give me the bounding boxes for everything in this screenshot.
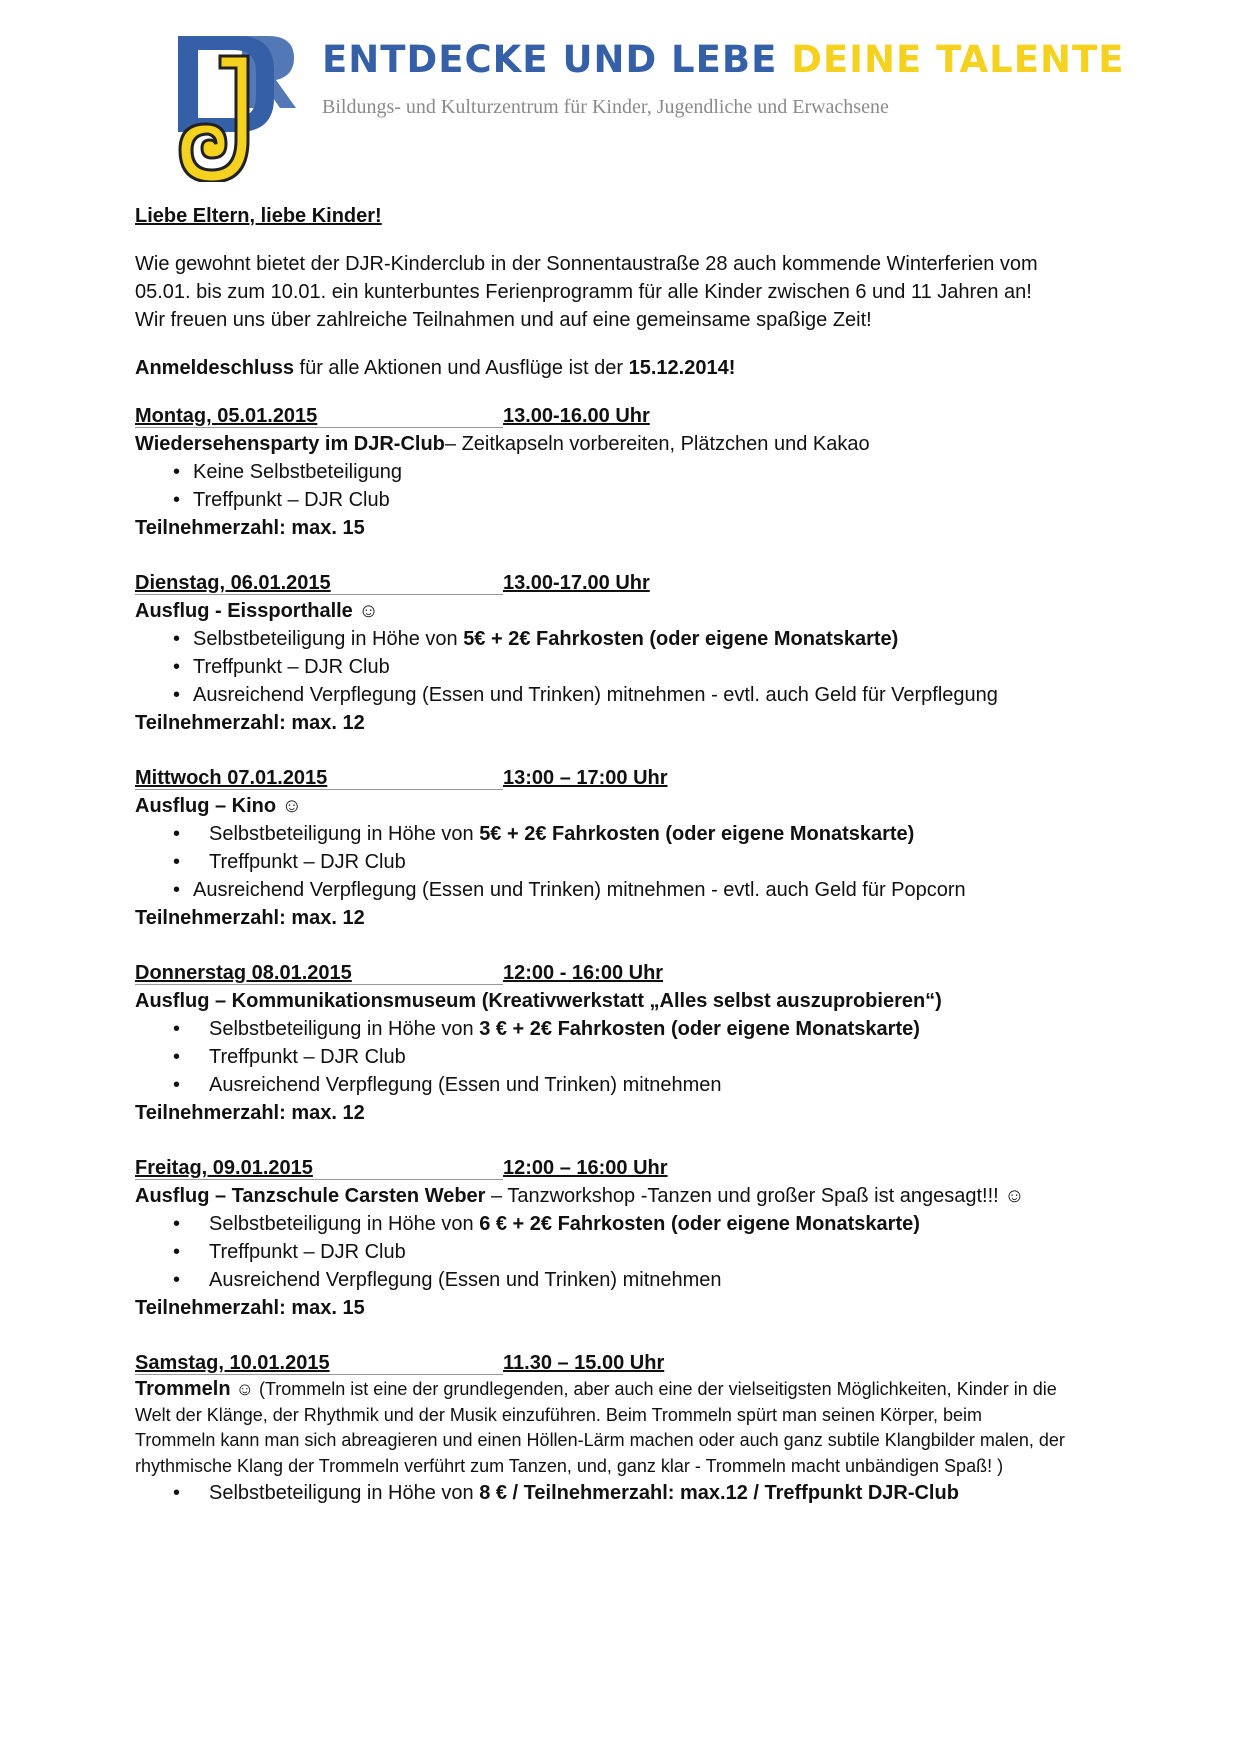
list-item: • Selbstbeteiligung in Höhe von 8 € / Teilnehmerzahl: max.12 / Treffpunkt DJR-Club (135, 1479, 1065, 1507)
day-time: 13:00 – 17:00 Uhr (503, 767, 668, 789)
list-item: • Treffpunkt – DJR Club (135, 653, 1065, 681)
day-date: Montag, 05.01.2015 (135, 405, 318, 427)
day-heading (135, 959, 1065, 987)
activity-title: Ausflug – Kino ☺ (135, 795, 303, 817)
participant-limit: Teilnehmerzahl: max. 15 (135, 517, 365, 539)
registration-deadline (135, 354, 1065, 382)
detail-list (135, 1210, 1065, 1294)
letter-body (135, 202, 1065, 1534)
list-item: • Selbstbeteiligung in Höhe von 3 € + 2€ Fahrkosten (oder eigene Monatskarte) (135, 1015, 1065, 1043)
detail-list (135, 1479, 1065, 1507)
detail-list (135, 820, 1065, 876)
detail-list (135, 876, 1065, 904)
letterhead (176, 36, 1125, 186)
list-item: • Keine Selbstbeteiligung (135, 458, 1065, 486)
list-item: • Ausreichend Verpflegung (Essen und Trinken) mitnehmen - evtl. auch Geld für Popcorn (135, 876, 1065, 904)
day-date: Samstag, 10.01.2015 (135, 1352, 330, 1374)
day-heading (135, 402, 1065, 430)
activity-title: Ausflug - Eissporthalle ☺ (135, 600, 379, 622)
day-date: Dienstag, 06.01.2015 (135, 572, 331, 594)
slogan-yellow: DEINE TALENTE (791, 38, 1125, 81)
day-date: Donnerstag 08.01.2015 (135, 962, 352, 984)
activity-title: Ausflug – Tanzschule Carsten Weber – Tanzworkshop -Tanzen und großer Spaß ist angesagt!!! ☺ (135, 1185, 1025, 1207)
day-tuesday (135, 569, 1065, 737)
day-heading (135, 569, 1065, 597)
list-item: • Treffpunkt – DJR Club (135, 1043, 1065, 1071)
slogan-blue: ENTDECKE UND LEBE (322, 38, 778, 81)
list-item: • Selbstbeteiligung in Höhe von 6 € + 2€ Fahrkosten (oder eigene Monatskarte) (135, 1210, 1065, 1238)
day-thursday (135, 959, 1065, 1127)
list-item: • Ausreichend Verpflegung (Essen und Trinken) mitnehmen (135, 1266, 1065, 1294)
day-time: 12:00 - 16:00 Uhr (503, 962, 664, 984)
letterhead-subtitle: Bildungs- und Kulturzentrum für Kinder, Jugendliche und Erwachsene (322, 96, 889, 118)
activity-title: Ausflug – Kommunikationsmuseum (Kreativwerkstatt „Alles selbst auszuprobieren“) (135, 990, 942, 1012)
greeting: Liebe Eltern, liebe Kinder! (135, 205, 382, 227)
deadline-text: für alle Aktionen und Ausflüge ist der (293, 357, 629, 379)
day-heading (135, 764, 1065, 792)
participant-limit: Teilnehmerzahl: max. 15 (135, 1297, 365, 1319)
day-time: 13.00-16.00 Uhr (503, 405, 650, 427)
activity-description: Trommeln ☺ (Trommeln ist eine der grundlegenden, aber auch eine der vielseitigsten Möglichkeiten, Kinder in die Welt der Klänge, der Rhythmik und der Musik einzuführen. Beim Trommeln spürt man seinen Körper, beim Trommeln kann man sich abreagieren und einen Höllen-Lärm machen oder auch ganz subtile Klangbilder malen, der rhythmische Klang der Trommeln verführt zum Tanzen, und, ganz klar - Trommeln macht unbändigen Spaß! ) (135, 1378, 1065, 1476)
detail-list (135, 1015, 1065, 1099)
day-date: Mittwoch 07.01.2015 (135, 767, 328, 789)
participant-limit: Teilnehmerzahl: max. 12 (135, 907, 365, 929)
list-item: • Ausreichend Verpflegung (Essen und Trinken) mitnehmen (135, 1071, 1065, 1099)
participant-limit: Teilnehmerzahl: max. 12 (135, 1102, 365, 1124)
list-item: • Treffpunkt – DJR Club (135, 848, 1065, 876)
day-monday (135, 402, 1065, 542)
slogan (322, 38, 1125, 81)
djr-logo (176, 36, 296, 182)
participant-limit: Teilnehmerzahl: max. 12 (135, 712, 365, 734)
activity-title: Wiedersehensparty im DJR-Club– Zeitkapseln vorbereiten, Plätzchen und Kakao (135, 433, 870, 455)
day-time: 12:00 – 16:00 Uhr (503, 1157, 668, 1179)
intro-paragraph: Wie gewohnt bietet der DJR-Kinderclub in der Sonnentaustraße 28 auch kommende Winterferien vom 05.01. bis zum 10.01. ein kunterbuntes Ferienprogramm für alle Kinder zwischen 6 und 11 Jahren an! Wir freuen uns über zahlreiche Teilnahmen und auf eine gemeinsame spaßige Zeit! (135, 253, 1038, 331)
list-item: • Ausreichend Verpflegung (Essen und Trinken) mitnehmen - evtl. auch Geld für Verpflegung (135, 681, 1065, 709)
detail-list (135, 458, 1065, 514)
list-item: • Treffpunkt – DJR Club (135, 486, 1065, 514)
day-heading (135, 1154, 1065, 1182)
day-time: 11.30 – 15.00 Uhr (503, 1352, 665, 1374)
list-item: • Selbstbeteiligung in Höhe von 5€ + 2€ Fahrkosten (oder eigene Monatskarte) (135, 820, 1065, 848)
day-wednesday (135, 764, 1065, 932)
detail-list (135, 625, 1065, 709)
day-date: Freitag, 09.01.2015 (135, 1157, 313, 1179)
day-time: 13.00-17.00 Uhr (503, 572, 650, 594)
list-item: • Treffpunkt – DJR Club (135, 1238, 1065, 1266)
deadline-date: 15.12.2014! (628, 357, 736, 379)
day-saturday (135, 1349, 1065, 1507)
deadline-label: Anmeldeschluss (135, 357, 294, 379)
list-item: • Selbstbeteiligung in Höhe von 5€ + 2€ Fahrkosten (oder eigene Monatskarte) (135, 625, 1065, 653)
day-friday (135, 1154, 1065, 1322)
day-heading (135, 1349, 1065, 1377)
